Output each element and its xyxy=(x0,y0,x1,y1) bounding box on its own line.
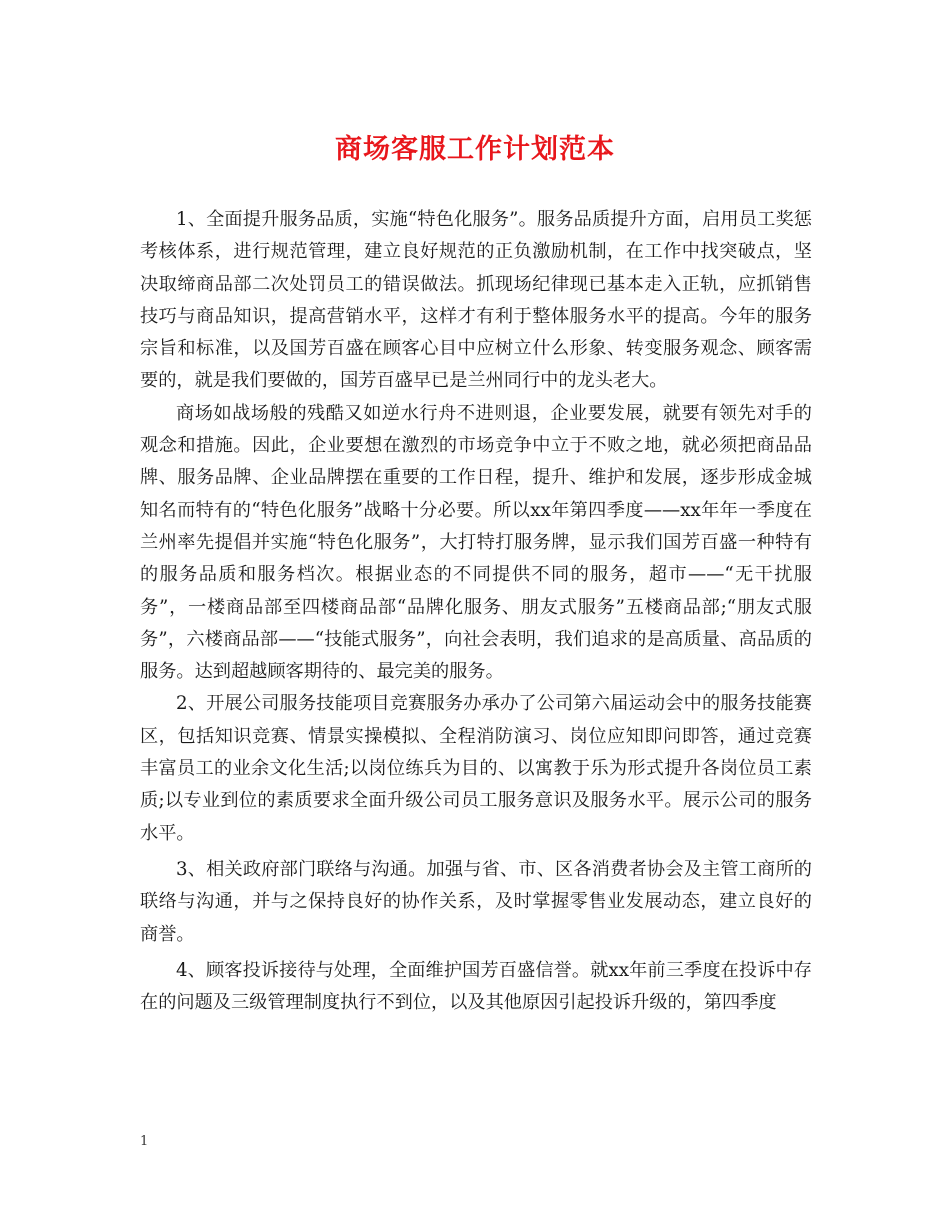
paragraph-1: 1、全面提升服务品质，实施“特色化服务”。服务品质提升方面，启用员工奖惩考核体系，进行规范管理，建立良好规范的正负激励机制，在工作中找突破点，坚决取缔商品部二次处罚员工的错误做法。抓现场纪律现已基本走入正轨，应抓销售技巧与商品知识，提高营销水平，这样才有利于整体服务水平的提高。今年的服务宗旨和标准，以及国芳百盛在顾客心目中应树立什么形象、转变服务观念、顾客需要的，就是我们要做的，国芳百盛早已是兰州同行中的龙头老大。 xyxy=(140,209,812,392)
paragraph-2: 商场如战场般的残酷又如逆水行舟不进则退，企业要发展，就要有领先对手的观念和措施。因此，企业要想在激烈的市场竞争中立于不败之地，就必须把商品品牌、服务品牌、企业品牌摆在重要的工作日程，提升、维护和发展，逐步形成金城知名而特有的“特色化服务”战略十分必要。所以xx年第四季度——xx年年一季度在兰州率先提倡并实施“特色化服务”，大打特打服务牌，显示我们国芳百盛一种特有的服务品质和服务档次。根据业态的不同提供不同的服务，超市——“无干扰服务”，一楼商品部至四楼商品部“品牌化服务、朋友式服务”五楼商品部;“朋友式服务”，六楼商品部——“技能式服务”，向社会表明，我们追求的是高质量、高品质的服务。达到超越顾客期待的、最完美的服务。 xyxy=(140,402,812,683)
document-body xyxy=(140,204,812,1019)
paragraph-3: 2、开展公司服务技能项目竞赛服务办承办了公司第六届运动会中的服务技能赛区，包括知识竞赛、情景实操模拟、全程消防演习、岗位应知即问即答，通过竞赛丰富员工的业余文化生活;以岗位练兵为目的、以寓教于乐为形式提升各岗位员工素质;以专业到位的素质要求全面升级公司员工服务意识及服务水平。展示公司的服务水平。 xyxy=(140,693,812,844)
page-number: 1 xyxy=(140,1134,149,1149)
page-title: 商场客服工作计划范本 xyxy=(335,134,615,165)
paragraph-4: 3、相关政府部门联络与沟通。加强与省、市、区各消费者协会及主管工商所的联络与沟通，并与之保持良好的协作关系，及时掌握零售业发展动态，建立良好的商誉。 xyxy=(140,858,812,945)
paragraph-5: 4、顾客投诉接待与处理，全面维护国芳百盛信誉。就xx年前三季度在投诉中存在的问题及三级管理制度执行不到位，以及其他原因引起投诉升级的，第四季度 xyxy=(140,959,812,1014)
